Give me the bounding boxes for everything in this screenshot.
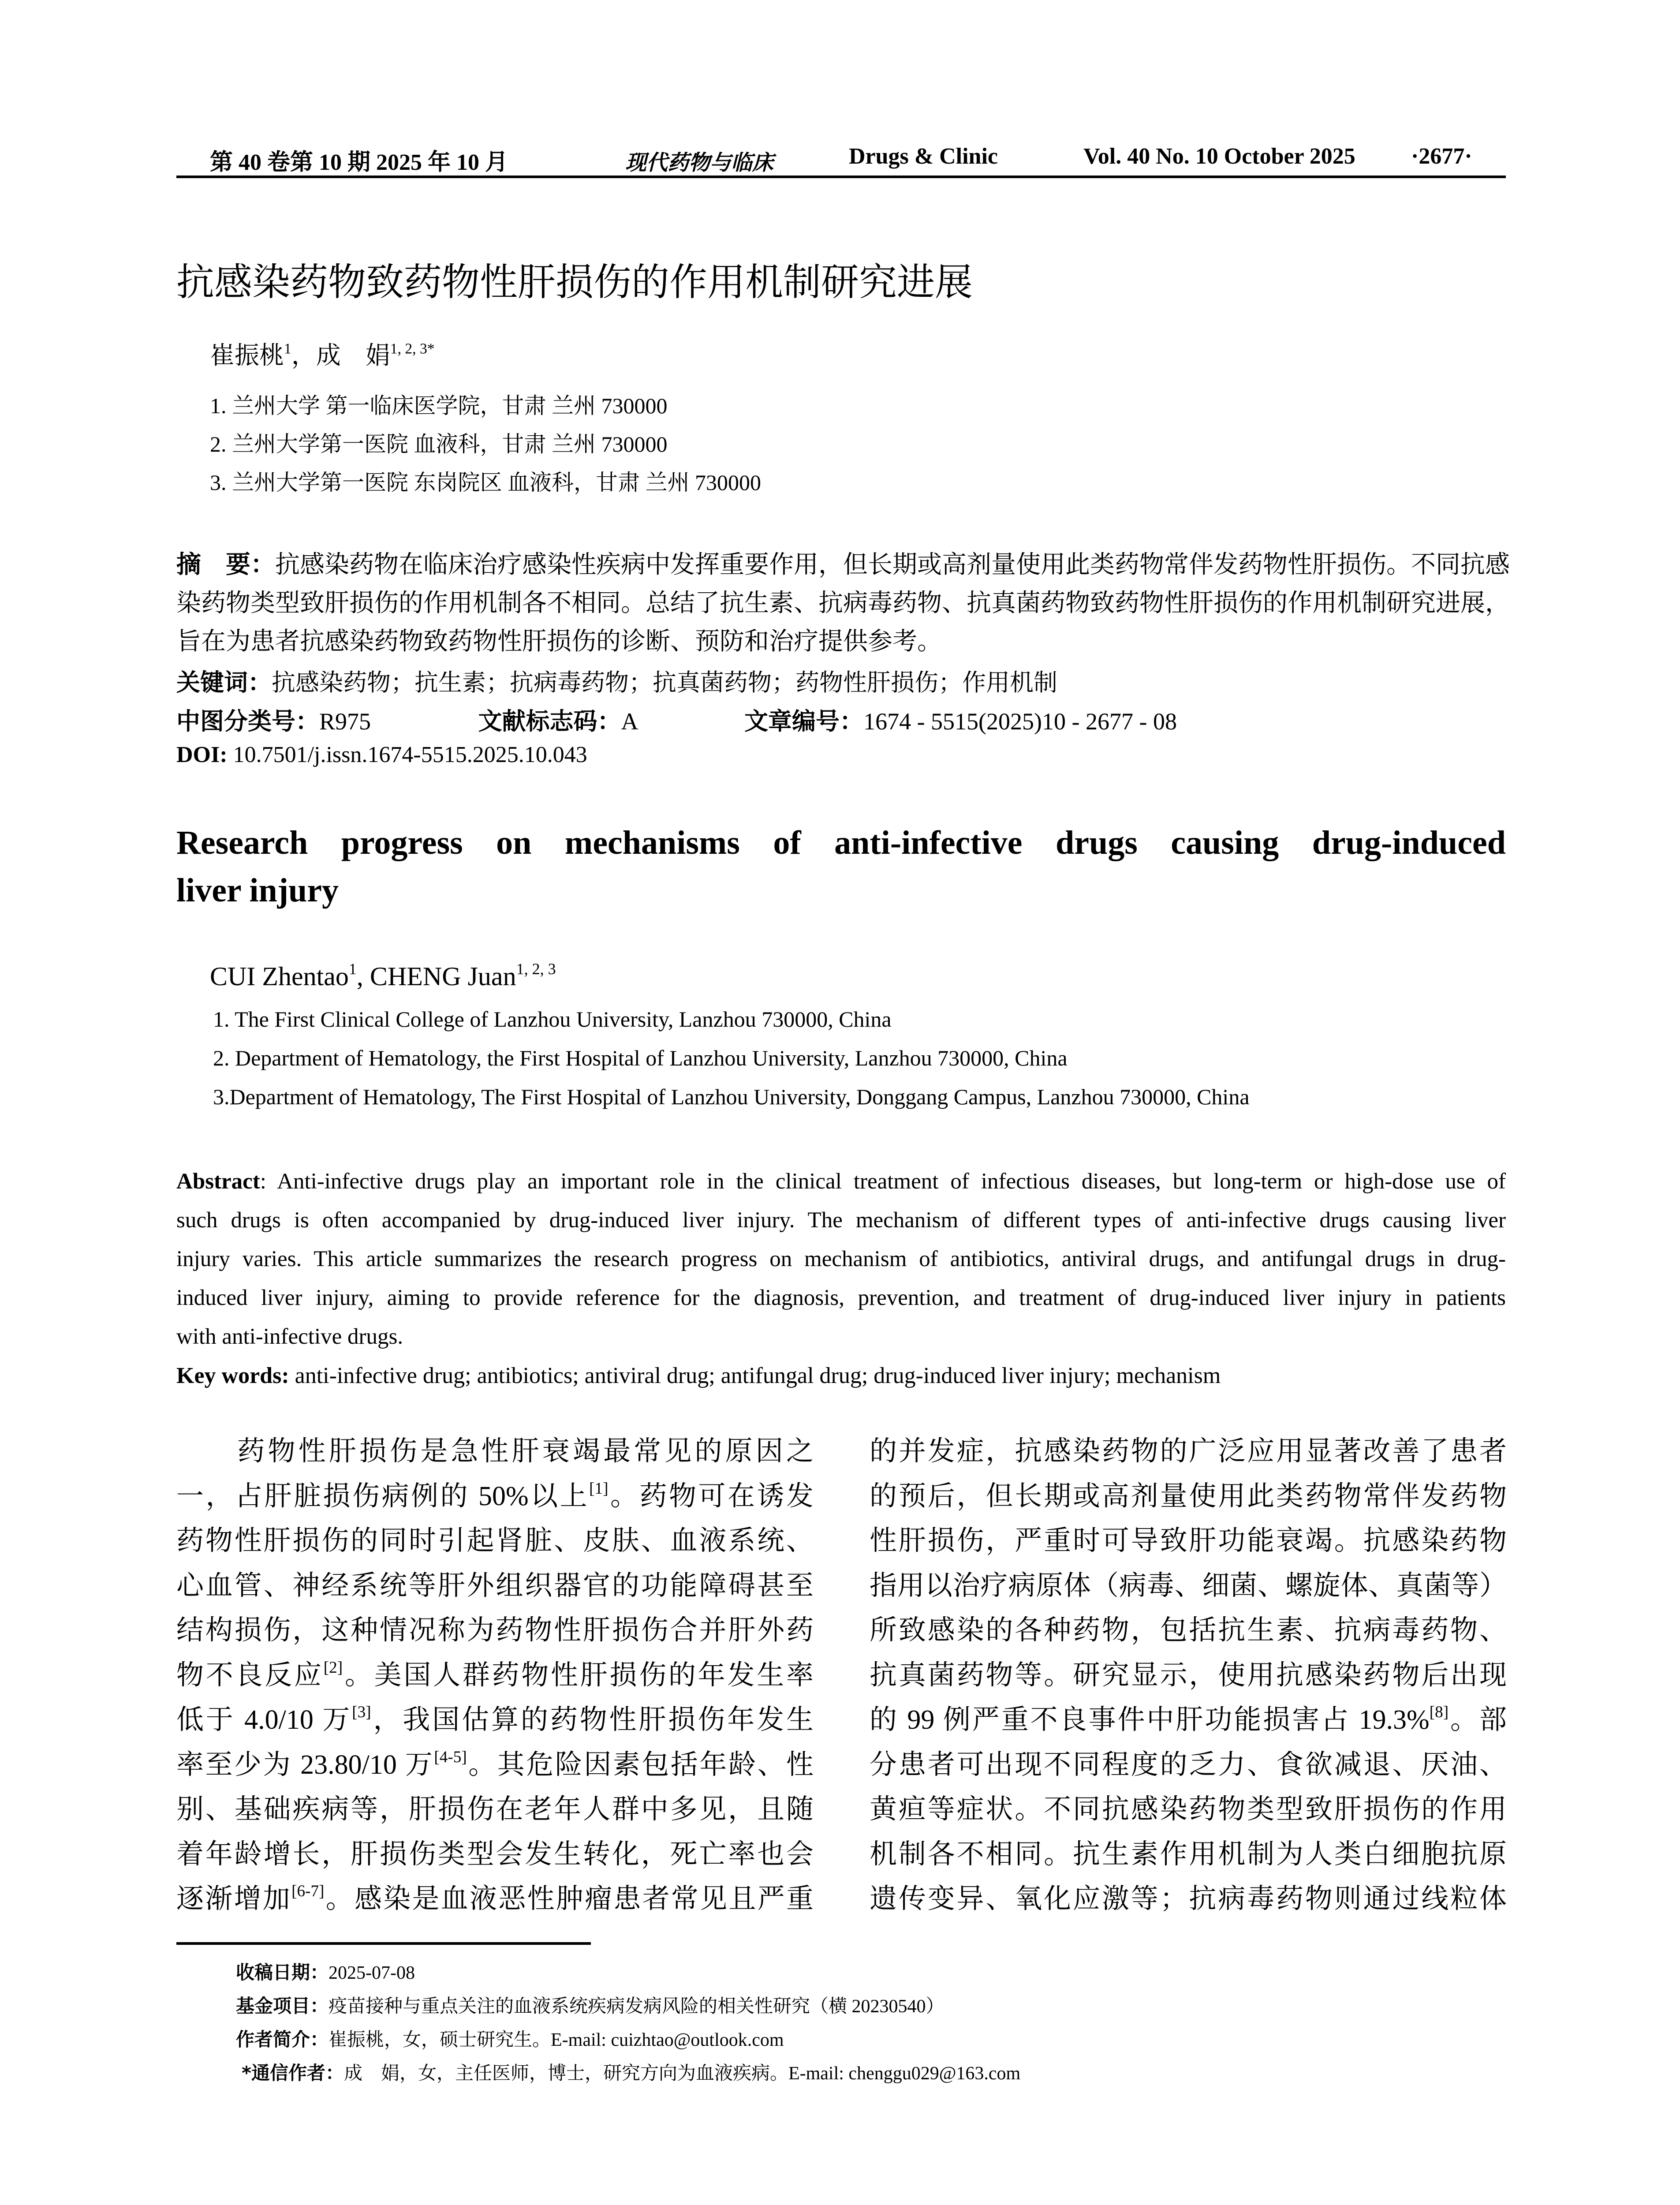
- body-text-line: [870, 1832, 1507, 1871]
- body-text-line: [176, 1608, 814, 1647]
- header-page-number: ·2677·: [1411, 144, 1472, 169]
- citation-ref[interactable]: [3]: [352, 1703, 371, 1721]
- body-text-line: [176, 1832, 814, 1871]
- footnote-label: 作者简介：: [236, 2029, 329, 2050]
- author-en-2: CHENG Juan: [370, 962, 516, 991]
- body-text: 结构损伤，这种情况称为药物性肝损伤合并肝外药: [176, 1615, 814, 1645]
- body-text-line: [870, 1742, 1507, 1782]
- body-text-line: [870, 1653, 1507, 1692]
- title-en-line-1: Research progress on mechanisms of anti-infective drugs causing drug-induced: [176, 824, 1506, 861]
- body-text-line: [870, 1474, 1507, 1513]
- author-en-sep: ,: [356, 962, 370, 991]
- header-issue-en: Vol. 40 No. 10 October 2025: [1083, 144, 1355, 169]
- authors-cn: [210, 336, 435, 371]
- citation-ref[interactable]: [8]: [1429, 1703, 1449, 1721]
- abstract-en-line: [176, 1246, 1506, 1272]
- body-text: 的预后，但长期或高剂量使用此类药物常伴发药物: [870, 1481, 1507, 1511]
- body-text: 所致感染的各种药物，包括抗生素、抗病毒药物、: [870, 1615, 1507, 1645]
- abstract-cn-line: [176, 622, 1506, 657]
- body-text: 指用以治疗病原体（病毒、细菌、螺旋体、真菌等）: [870, 1570, 1507, 1601]
- abstract-en-line: [176, 1207, 1506, 1233]
- body-text-line: [870, 1563, 1507, 1603]
- footnote-rule: [176, 1942, 591, 1945]
- keywords-cn: [176, 664, 1057, 698]
- authors-en: [210, 961, 556, 992]
- article-no-label: 文章编号：: [744, 707, 864, 735]
- body-text-line: [870, 1608, 1507, 1647]
- header-rule: [176, 176, 1506, 178]
- body-text: 性肝损伤，严重时可导致肝功能衰竭。抗感染药物: [870, 1526, 1507, 1556]
- body-text-line: [870, 1787, 1507, 1826]
- author-1: 崔振桃: [210, 342, 284, 370]
- footnote-label: 收稿日期：: [236, 1962, 329, 1983]
- body-text-line: [176, 1787, 814, 1826]
- body-text: 率至少为 23.80/10 万: [176, 1749, 434, 1780]
- body-text-line: [176, 1742, 814, 1782]
- footnote-text: 崔振桃，女，硕士研究生。E-mail: cuizhtao@outlook.com: [329, 2030, 784, 2050]
- body-text: 遗传变异、氧化应激等；抗病毒药物则通过线粒体: [870, 1884, 1507, 1914]
- author-2-sup: 1, 2, 3*: [390, 340, 435, 357]
- body-text: 心血管、神经系统等肝外组织器官的功能障碍甚至: [176, 1570, 814, 1601]
- abstract-cn-text: 染药物类型致肝损伤的作用机制各不相同。总结了抗生素、抗病毒药物、抗真菌药物致药物性肝损伤的作用机制研究进展，: [176, 590, 1510, 617]
- keywords-en-text: anti-infective drug; antibiotics; antiviral drug; antifungal drug; drug-induced liver injury; mechanism: [289, 1363, 1221, 1388]
- abstract-en-text: : Anti-infective drugs play an important role in the clinical treatment of infectious diseases, but long-term or high-dose use of: [260, 1169, 1506, 1194]
- header-issue-cn: 第 40 卷第 10 期 2025 年 10 月: [210, 150, 508, 175]
- author-sep: ，: [291, 342, 316, 370]
- body-text: 的并发症，抗感染药物的广泛应用显著改善了患者: [870, 1436, 1507, 1466]
- footnote-text: 成 娟，女，主任医师，博士，研究方向为血液疾病。E-mail: chenggu029@163.com: [343, 2063, 1021, 2084]
- title-en-line-2: liver injury: [176, 872, 339, 909]
- body-text: 。美国人群药物性肝损伤的年发生率: [343, 1660, 814, 1690]
- title-cn: 抗感染药物致药物性肝损伤的作用机制研究进展: [176, 260, 973, 304]
- body-text-line: [176, 1429, 814, 1468]
- footnote-line: [236, 1958, 415, 1984]
- body-text-line: [870, 1697, 1507, 1737]
- footnote-label: 基金项目：: [236, 1995, 329, 2017]
- body-text-line: [870, 1518, 1507, 1558]
- abstract-en-label: Abstract: [176, 1169, 260, 1194]
- author-en-1-sup: 1: [348, 960, 357, 978]
- abstract-en-line: [176, 1169, 1506, 1194]
- body-text-line: [176, 1876, 814, 1916]
- header-journal-cn: 现代药物与临床: [625, 150, 774, 175]
- author-1-sup: 1: [284, 340, 291, 357]
- header-journal-en: Drugs & Clinic: [849, 144, 998, 169]
- author-2: 成 娟: [316, 342, 390, 370]
- body-text: 低于 4.0/10 万: [176, 1705, 352, 1735]
- abstract-en-text: with anti-infective drugs.: [176, 1324, 403, 1349]
- body-text: 药物性肝损伤是急性肝衰竭最常见的原因之: [176, 1436, 814, 1466]
- doc-code-label: 文献标志码：: [478, 707, 621, 735]
- footnote-text: 2025-07-08: [329, 1963, 415, 1983]
- footnote-line: [242, 2059, 1020, 2085]
- affiliation-cn: 1. 兰州大学 第一临床医学院，甘肃 兰州 730000: [210, 393, 668, 418]
- body-text: 机制各不相同。抗生素作用机制为人类白细胞抗原: [870, 1839, 1507, 1869]
- body-text: 着年龄增长，肝损伤类型会发生转化，死亡率也会: [176, 1839, 814, 1869]
- footnote-text: 疫苗接种与重点关注的血液系统疾病发病风险的相关性研究（横 20230540）: [329, 1996, 945, 2017]
- abstract-en-text: such drugs is often accompanied by drug-induced liver injury. The mechanism of different types of anti-infective drugs causing liver: [176, 1208, 1506, 1233]
- body-text: 。感染是血液恶性肿瘤患者常见且严重: [324, 1884, 814, 1914]
- abstract-cn-label: 摘 要：: [176, 550, 275, 579]
- affiliation-en: 3.Department of Hematology, The First Hospital of Lanzhou University, Donggang Campus, Lanzhou 730000, China: [213, 1084, 1250, 1109]
- abstract-en-text: induced liver injury, aiming to provide reference for the diagnosis, prevention, and treatment of drug-induced liver injury in patients: [176, 1286, 1506, 1310]
- keywords-cn-text: 抗感染药物；抗生素；抗病毒药物；抗真菌药物；药物性肝损伤；作用机制: [272, 669, 1057, 696]
- affiliation-en: 1. The First Clinical College of Lanzhou University, Lanzhou 730000, China: [213, 1007, 892, 1031]
- body-text: 。药物可在诱发: [608, 1481, 814, 1511]
- abstract-en-line: [176, 1324, 1506, 1349]
- citation-ref[interactable]: [4-5]: [434, 1748, 467, 1766]
- author-en-2-sup: 1, 2, 3: [516, 960, 556, 978]
- body-text: 的 99 例严重不良事件中肝功能损害占 19.3%: [870, 1705, 1430, 1735]
- article-no-value: 1674 - 5515(2025)10 - 2677 - 08: [863, 708, 1177, 735]
- affiliation-cn: 3. 兰州大学第一医院 东岗院区 血液科，甘肃 兰州 730000: [210, 470, 761, 495]
- body-text: 黄疸等症状。不同抗感染药物类型致肝损伤的作用: [870, 1794, 1507, 1824]
- body-text: 分患者可出现不同程度的乏力、食欲减退、厌油、: [870, 1749, 1507, 1780]
- abstract-en-line: [176, 1285, 1506, 1311]
- body-text: 逐渐增加: [176, 1884, 292, 1914]
- abstract-cn-line: [176, 545, 1510, 580]
- citation-ref[interactable]: [1]: [589, 1479, 609, 1498]
- body-text-line: [176, 1697, 814, 1737]
- classification-info: [176, 703, 1177, 736]
- body-text: ，我国估算的药物性肝损伤年发生: [371, 1705, 814, 1735]
- keywords-en: [176, 1363, 1221, 1389]
- footnote-line: [236, 2025, 784, 2052]
- doi-value[interactable]: 10.7501/j.issn.1674-5515.2025.10.043: [233, 742, 587, 767]
- abstract-en-text: injury varies. This article summarizes the research progress on mechanism of antibiotics, antiviral drugs, and antifungal drugs in drug-: [176, 1247, 1506, 1271]
- body-text-line: [870, 1429, 1507, 1468]
- abstract-cn-line: [176, 583, 1510, 619]
- body-text: 一，占肝脏损伤病例的 50%以上: [176, 1481, 590, 1511]
- body-text: 。部: [1449, 1705, 1507, 1735]
- affiliation-cn: 2. 兰州大学第一医院 血液科，甘肃 兰州 730000: [210, 432, 668, 456]
- body-text-line: [176, 1474, 814, 1513]
- doc-code-value: A: [621, 708, 637, 735]
- keywords-en-label: Key words:: [176, 1363, 289, 1388]
- body-text-line: [176, 1563, 814, 1603]
- doi: [176, 742, 587, 768]
- keywords-cn-label: 关键词：: [176, 669, 272, 696]
- footnote-label: *通信作者：: [242, 2062, 344, 2084]
- author-en-1: CUI Zhentao: [210, 962, 349, 991]
- clc-value: R975: [319, 708, 371, 735]
- body-text-line: [870, 1876, 1507, 1916]
- body-text: 别、基础疾病等，肝损伤在老年人群中多见，且随: [176, 1794, 814, 1824]
- affiliation-en: 2. Department of Hematology, the First Hospital of Lanzhou University, Lanzhou 730000, China: [213, 1046, 1068, 1070]
- body-text: 。其危险因素包括年龄、性: [467, 1749, 814, 1780]
- clc-label: 中图分类号：: [176, 707, 319, 735]
- body-text-line: [176, 1518, 814, 1558]
- body-text: 抗真菌药物等。研究显示，使用抗感染药物后出现: [870, 1660, 1507, 1690]
- footnote-line: [236, 1992, 945, 2018]
- body-text: 药物性肝损伤的同时引起肾脏、皮肤、血液系统、: [176, 1526, 814, 1556]
- citation-ref[interactable]: [6-7]: [291, 1882, 325, 1900]
- body-text: 物不良反应: [176, 1660, 324, 1690]
- citation-ref[interactable]: [2]: [323, 1658, 343, 1677]
- doi-label: DOI:: [176, 742, 228, 767]
- body-text-line: [176, 1653, 814, 1692]
- abstract-cn-text: 旨在为患者抗感染药物致药物性肝损伤的诊断、预防和治疗提供参考。: [176, 628, 942, 655]
- abstract-cn-text: 抗感染药物在临床治疗感染性疾病中发挥重要作用，但长期或高剂量使用此类药物常伴发药物性肝损伤。不同抗感: [275, 551, 1510, 579]
